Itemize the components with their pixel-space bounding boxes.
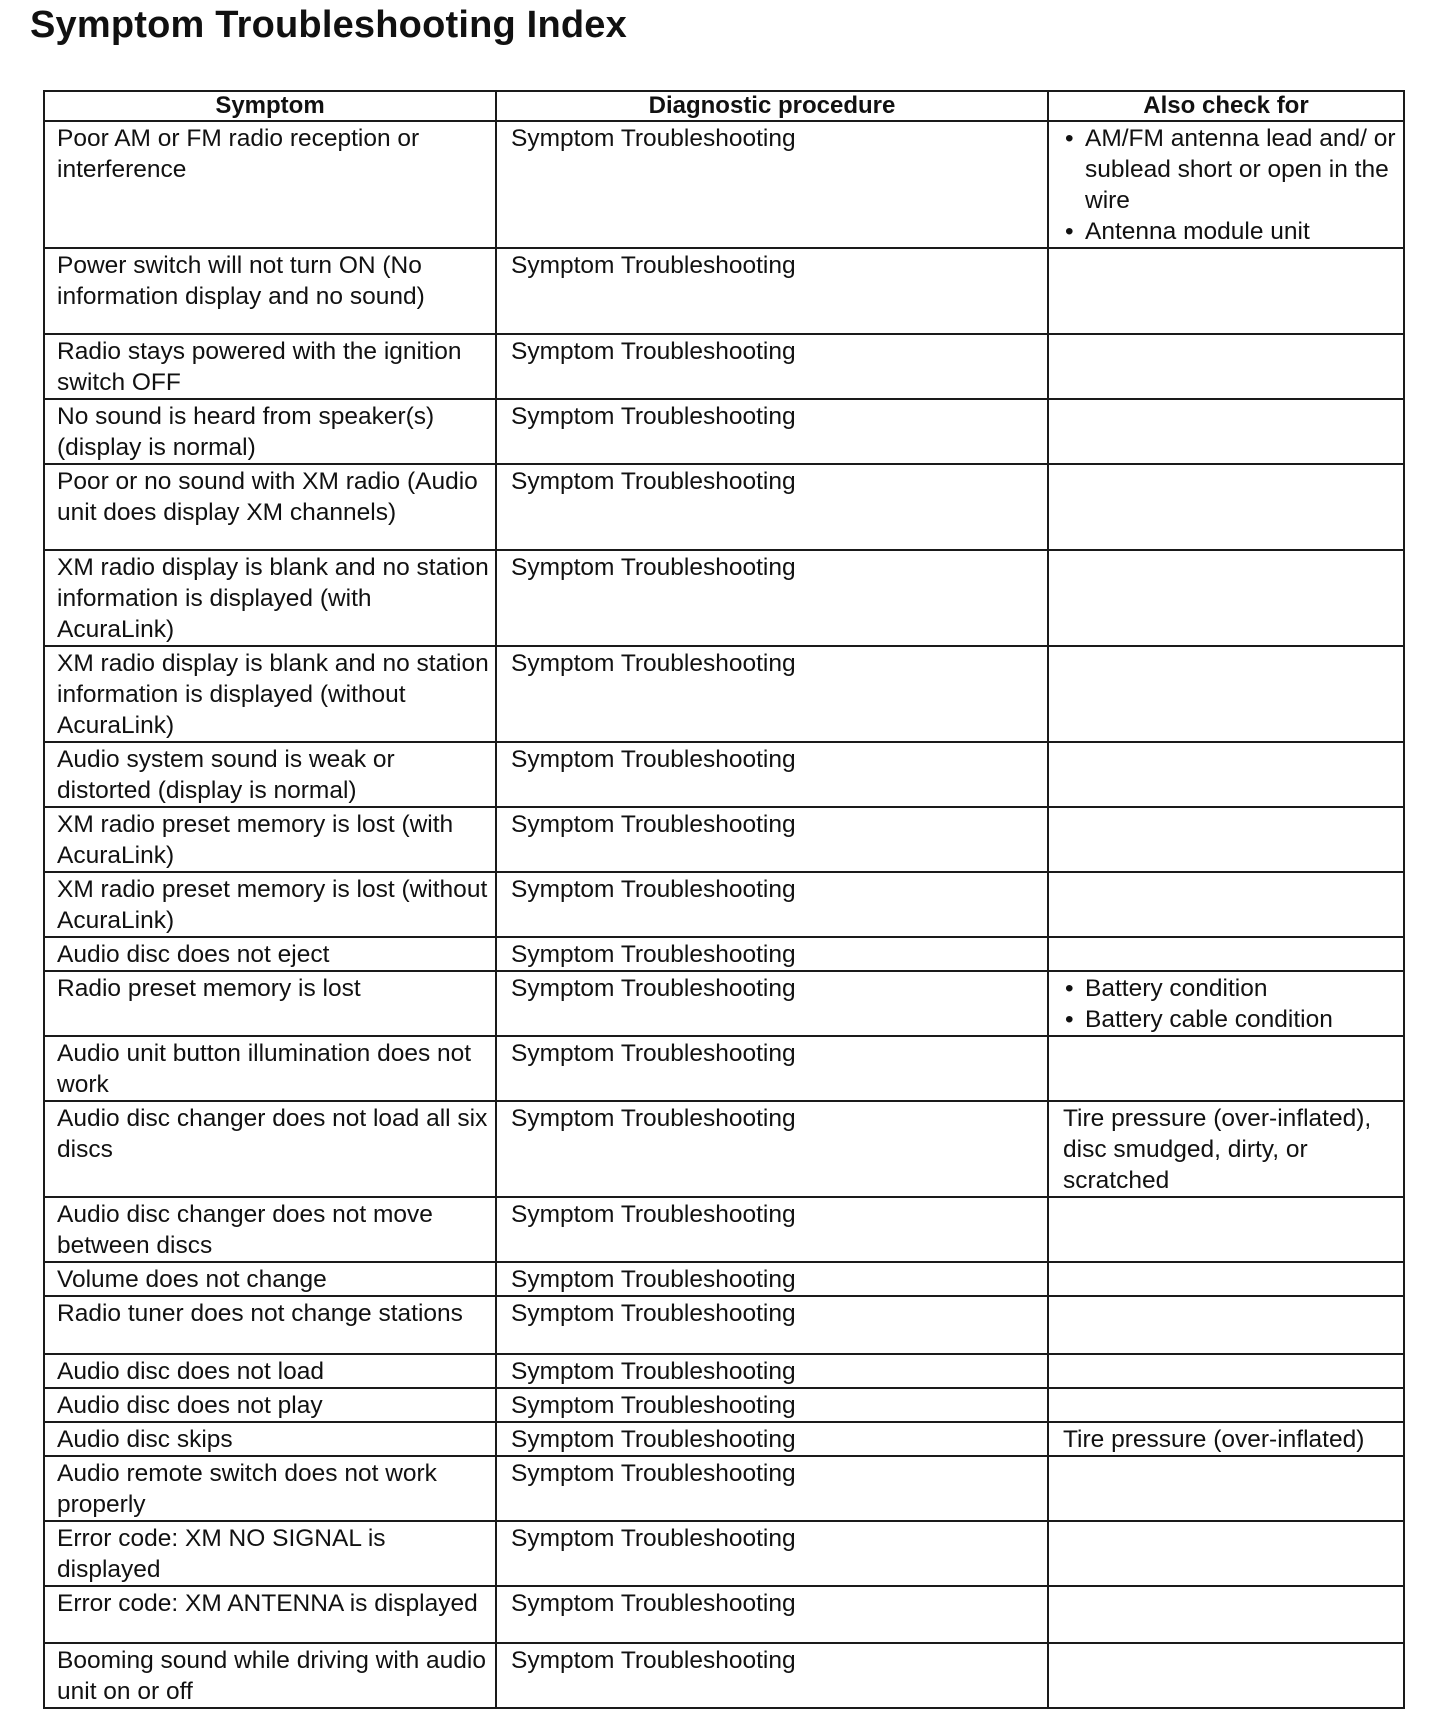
diagnostic-procedure-cell: Symptom Troubleshooting: [496, 971, 1048, 1036]
diagnostic-procedure-cell: Symptom Troubleshooting: [496, 1521, 1048, 1586]
also-check-cell: [1048, 1197, 1404, 1262]
table-row: [44, 248, 1404, 334]
table-body: [44, 121, 1404, 1708]
table-row: [44, 971, 1404, 1036]
table-row: [44, 1456, 1404, 1521]
column-header-symptom: Symptom: [44, 91, 496, 121]
symptom-cell: Error code: XM NO SIGNAL is displayed: [44, 1521, 496, 1586]
symptom-index-table: [43, 90, 1405, 1709]
also-check-cell: [1048, 1388, 1404, 1422]
symptom-cell: Volume does not change: [44, 1262, 496, 1296]
also-check-cell: [1048, 248, 1404, 334]
diagnostic-procedure-cell: Symptom Troubleshooting: [496, 1036, 1048, 1101]
symptom-cell: No sound is heard from speaker(s) (display is normal): [44, 399, 496, 464]
also-check-cell: [1048, 1262, 1404, 1296]
diagnostic-procedure-cell: Symptom Troubleshooting: [496, 742, 1048, 807]
table-row: [44, 1586, 1404, 1643]
diagnostic-procedure-cell: Symptom Troubleshooting: [496, 807, 1048, 872]
also-check-cell: [1048, 742, 1404, 807]
also-check-cell: [1048, 1586, 1404, 1643]
symptom-cell: Audio remote switch does not work properly: [44, 1456, 496, 1521]
table-row: [44, 1643, 1404, 1708]
symptom-cell: Poor AM or FM radio reception or interference: [44, 121, 496, 248]
diagnostic-procedure-cell: Symptom Troubleshooting: [496, 646, 1048, 742]
symptom-cell: Booming sound while driving with audio unit on or off: [44, 1643, 496, 1708]
also-check-cell: [1048, 971, 1404, 1036]
also-check-item: • AM/FM antenna lead and/ or sublead short or open in the wire: [1085, 123, 1397, 216]
column-header-diagnostic-procedure: Diagnostic procedure: [496, 91, 1048, 121]
symptom-cell: Radio tuner does not change stations: [44, 1296, 496, 1354]
also-check-cell: [1048, 1101, 1404, 1197]
table-row: [44, 1262, 1404, 1296]
symptom-cell: Poor or no sound with XM radio (Audio unit does display XM channels): [44, 464, 496, 550]
symptom-cell: Audio system sound is weak or distorted (display is normal): [44, 742, 496, 807]
symptom-cell: Audio disc does not eject: [44, 937, 496, 971]
diagnostic-procedure-cell: Symptom Troubleshooting: [496, 1456, 1048, 1521]
diagnostic-procedure-cell: Symptom Troubleshooting: [496, 1422, 1048, 1456]
also-check-item: • Battery condition: [1085, 973, 1397, 1004]
symptom-cell: Audio disc does not play: [44, 1388, 496, 1422]
symptom-cell: XM radio display is blank and no station information is displayed (with AcuraLink): [44, 550, 496, 646]
symptom-cell: Audio disc changer does not load all six discs: [44, 1101, 496, 1197]
symptom-cell: XM radio display is blank and no station information is displayed (without AcuraLink): [44, 646, 496, 742]
table-row: [44, 742, 1404, 807]
diagnostic-procedure-cell: Symptom Troubleshooting: [496, 1262, 1048, 1296]
diagnostic-procedure-cell: Symptom Troubleshooting: [496, 872, 1048, 937]
also-check-cell: [1048, 1422, 1404, 1456]
also-check-cell: [1048, 937, 1404, 971]
symptom-cell: Power switch will not turn ON (No information display and no sound): [44, 248, 496, 334]
symptom-cell: Audio disc does not load: [44, 1354, 496, 1388]
table-row: [44, 550, 1404, 646]
symptom-cell: Audio unit button illumination does not work: [44, 1036, 496, 1101]
also-check-list: [1063, 123, 1397, 247]
also-check-item: • Battery cable condition: [1085, 1004, 1397, 1035]
also-check-cell: [1048, 121, 1404, 248]
diagnostic-procedure-cell: Symptom Troubleshooting: [496, 1354, 1048, 1388]
table-row: [44, 334, 1404, 399]
diagnostic-procedure-cell: Symptom Troubleshooting: [496, 1388, 1048, 1422]
symptom-cell: XM radio preset memory is lost (with AcuraLink): [44, 807, 496, 872]
diagnostic-procedure-cell: Symptom Troubleshooting: [496, 1101, 1048, 1197]
table-row: [44, 1197, 1404, 1262]
also-check-item: • Antenna module unit: [1085, 216, 1397, 247]
diagnostic-procedure-cell: Symptom Troubleshooting: [496, 1296, 1048, 1354]
also-check-text: Tire pressure (over-inflated), disc smudged, dirty, or scratched: [1063, 1105, 1372, 1194]
page-title: Symptom Troubleshooting Index: [30, 4, 627, 46]
diagnostic-procedure-cell: Symptom Troubleshooting: [496, 399, 1048, 464]
table-row: [44, 1036, 1404, 1101]
table-row: [44, 646, 1404, 742]
diagnostic-procedure-cell: Symptom Troubleshooting: [496, 121, 1048, 248]
table-row: [44, 1422, 1404, 1456]
diagnostic-procedure-cell: Symptom Troubleshooting: [496, 334, 1048, 399]
column-header-also-check-for: Also check for: [1048, 91, 1404, 121]
also-check-cell: [1048, 872, 1404, 937]
symptom-cell: Audio disc skips: [44, 1422, 496, 1456]
table-header-row: [44, 91, 1404, 121]
diagnostic-procedure-cell: Symptom Troubleshooting: [496, 464, 1048, 550]
table-row: [44, 1101, 1404, 1197]
also-check-cell: [1048, 399, 1404, 464]
also-check-cell: [1048, 1521, 1404, 1586]
also-check-cell: [1048, 1643, 1404, 1708]
also-check-text: Tire pressure (over-inflated): [1063, 1426, 1365, 1453]
table-row: [44, 464, 1404, 550]
diagnostic-procedure-cell: Symptom Troubleshooting: [496, 1643, 1048, 1708]
symptom-cell: Audio disc changer does not move between discs: [44, 1197, 496, 1262]
table-row: [44, 1521, 1404, 1586]
table-row: [44, 872, 1404, 937]
diagnostic-procedure-cell: Symptom Troubleshooting: [496, 1586, 1048, 1643]
symptom-cell: Error code: XM ANTENNA is displayed: [44, 1586, 496, 1643]
symptom-cell: XM radio preset memory is lost (without AcuraLink): [44, 872, 496, 937]
also-check-cell: [1048, 646, 1404, 742]
table-row: [44, 1388, 1404, 1422]
symptom-cell: Radio preset memory is lost: [44, 971, 496, 1036]
diagnostic-procedure-cell: Symptom Troubleshooting: [496, 248, 1048, 334]
also-check-cell: [1048, 550, 1404, 646]
table-row: [44, 121, 1404, 248]
diagnostic-procedure-cell: Symptom Troubleshooting: [496, 550, 1048, 646]
table-row: [44, 937, 1404, 971]
also-check-cell: [1048, 807, 1404, 872]
also-check-cell: [1048, 1296, 1404, 1354]
also-check-cell: [1048, 1456, 1404, 1521]
diagnostic-procedure-cell: Symptom Troubleshooting: [496, 937, 1048, 971]
table-row: [44, 1296, 1404, 1354]
also-check-cell: [1048, 334, 1404, 399]
also-check-cell: [1048, 1354, 1404, 1388]
table-row: [44, 1354, 1404, 1388]
diagnostic-procedure-cell: Symptom Troubleshooting: [496, 1197, 1048, 1262]
table-row: [44, 807, 1404, 872]
also-check-cell: [1048, 464, 1404, 550]
also-check-list: [1063, 973, 1397, 1035]
also-check-cell: [1048, 1036, 1404, 1101]
symptom-cell: Radio stays powered with the ignition switch OFF: [44, 334, 496, 399]
table-row: [44, 399, 1404, 464]
